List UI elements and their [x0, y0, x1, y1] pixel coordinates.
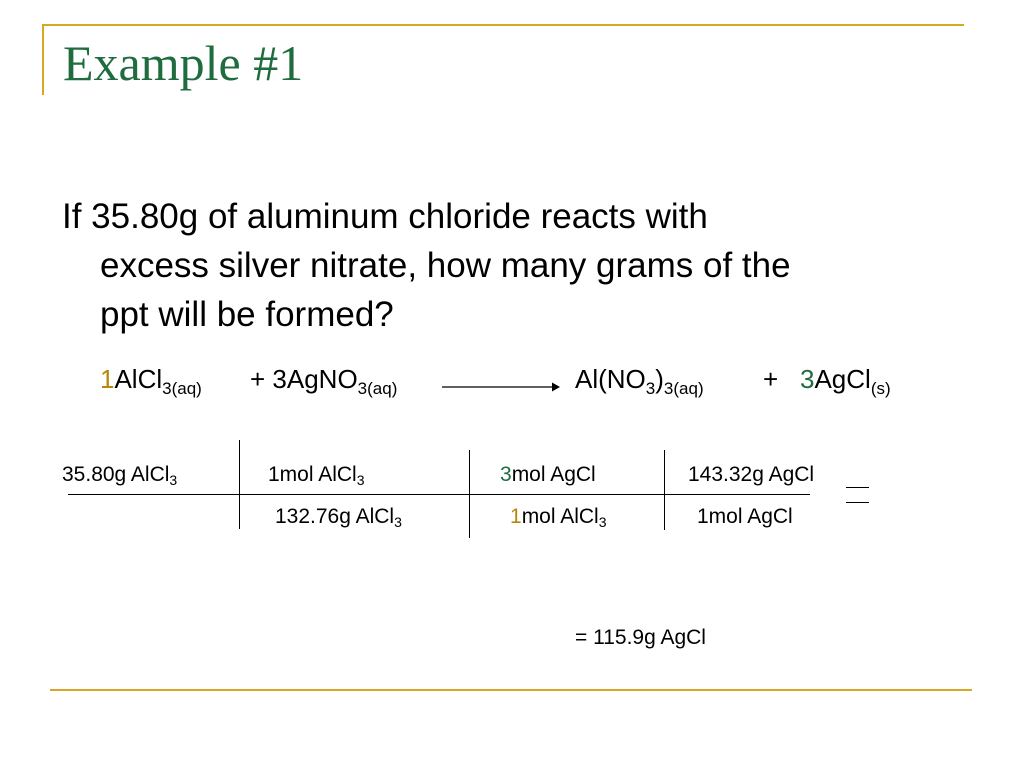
factor-3-numerator: 143.32g AgCl	[688, 463, 815, 486]
cancel-mark-2	[846, 502, 869, 503]
question-line-2: excess silver nitrate, how many grams of the	[100, 246, 791, 285]
factor-3-denominator: 1mol AgCl	[697, 505, 793, 528]
reaction-arrow-icon	[442, 381, 560, 393]
cancel-mark-1	[846, 487, 869, 488]
product-2: 3AgCl$_{(s)}$	[800, 364, 891, 398]
coefficient-4: 3	[800, 364, 815, 394]
factor-2-numerator: 3mol AgCl	[500, 463, 596, 486]
bottom-accent-line	[50, 689, 972, 691]
coefficient-1: 1	[100, 364, 115, 394]
question-line-1: If 35.80g of aluminum chloride reacts with	[62, 197, 708, 236]
factor-1-denominator: 132.76g AlCl$_3$	[275, 505, 402, 530]
factor-1-numerator: 1mol AlCl$_3$	[268, 463, 365, 488]
given-quantity: 35.80g AlCl$_3$	[62, 463, 178, 488]
fraction-line	[68, 494, 810, 495]
result-text: = 115.9g AgCl	[575, 626, 706, 649]
factor-2-denominator: 1mol AlCl$_3$	[510, 505, 607, 530]
left-accent-line	[42, 25, 44, 95]
slide-title: Example #1	[63, 35, 304, 91]
top-accent-line	[42, 24, 964, 26]
reactant-2: + 3AgNO$_{3(aq)}$	[250, 364, 398, 398]
question-text	[62, 192, 962, 339]
product-1: $Al(NO_3)_{3(aq)}$	[575, 364, 704, 398]
reactant-1: 1AlCl$_{3(aq)}$	[100, 364, 202, 398]
question-line-3: ppt will be formed?	[100, 295, 394, 334]
table-divider-1	[239, 440, 240, 529]
plus-sign: +	[763, 364, 779, 394]
table-divider-3	[664, 450, 665, 530]
